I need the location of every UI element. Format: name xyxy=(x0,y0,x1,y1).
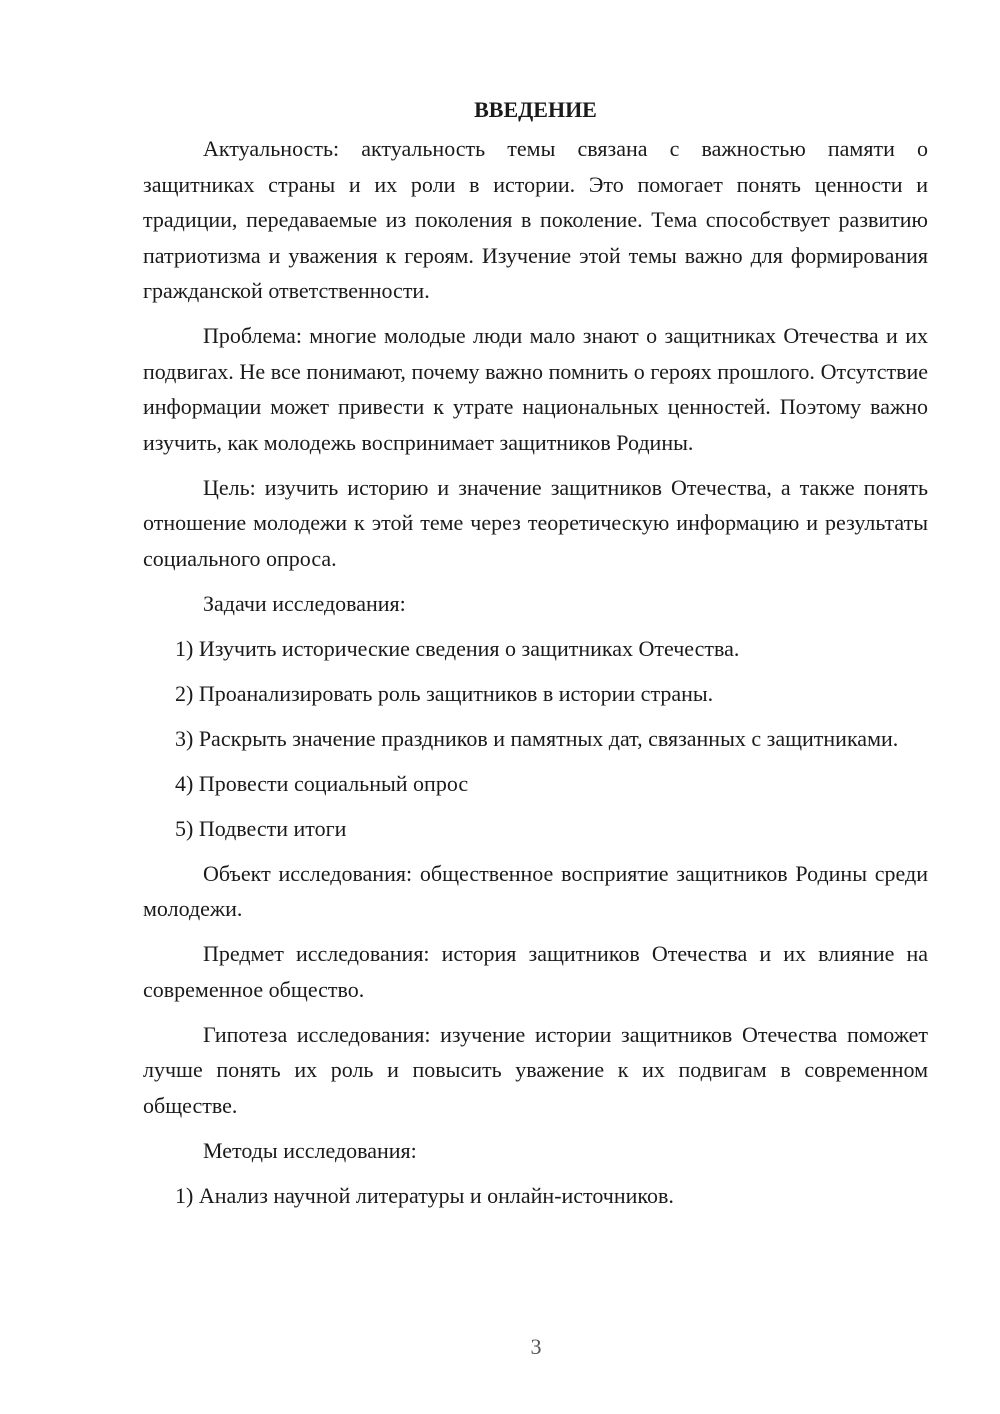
tasks-heading: Задачи исследования: xyxy=(203,590,406,616)
methods-heading: Методы исследования: xyxy=(203,1137,417,1163)
method-item-1: 1) Анализ научной литературы и онлайн-источников. xyxy=(175,1182,674,1208)
task-item-1: 1) Изучить исторические сведения о защитниках Отечества. xyxy=(175,635,740,661)
task-item-5: 5) Подвести итоги xyxy=(175,815,347,841)
task-item-3: 3) Раскрыть значение праздников и памятных дат, связанных с защитниками. xyxy=(175,725,899,751)
problem-paragraph: Проблема: многие молодые люди мало знают о защитниках Отечества и их подвигах. Не все понимают, почему важно помнить о героях прошлого. Отсутствие информации может привести к утрате национальных ценностей. Поэтому важно изучить, как молодежь воспринимает защитников Родины. xyxy=(143,323,928,455)
goal-paragraph: Цель: изучить историю и значение защитников Отечества, а также понять отношение молодежи к этой теме через теоретическую информацию и результаты социального опроса. xyxy=(143,474,928,571)
page-number: 3 xyxy=(530,1334,542,1359)
task-item-4: 4) Провести социальный опрос xyxy=(175,770,469,796)
hypothesis-paragraph: Гипотеза исследования: изучение истории защитников Отечества поможет лучше понять их роль и повысить уважение к их подвигам в современном обществе. xyxy=(143,1021,928,1118)
task-item-2: 2) Проанализировать роль защитников в истории страны. xyxy=(175,680,714,706)
page-title: ВВЕДЕНИЕ xyxy=(474,97,597,122)
subject-paragraph: Предмет исследования: история защитников Отечества и их влияние на современное общество. xyxy=(143,941,928,1002)
page-content xyxy=(143,92,928,1223)
object-paragraph: Объект исследования: общественное восприятие защитников Родины среди молодежи. xyxy=(143,860,928,921)
relevance-paragraph: Актуальность: актуальность темы связана с важностью памяти о защитниках страны и их роли в истории. Это помогает понять ценности и традиции, передаваемые из поколения в поколение. Тема способствует развитию патриотизма и уважения к героям. Изучение этой темы важно для формирования гражданской ответственности. xyxy=(143,136,928,303)
